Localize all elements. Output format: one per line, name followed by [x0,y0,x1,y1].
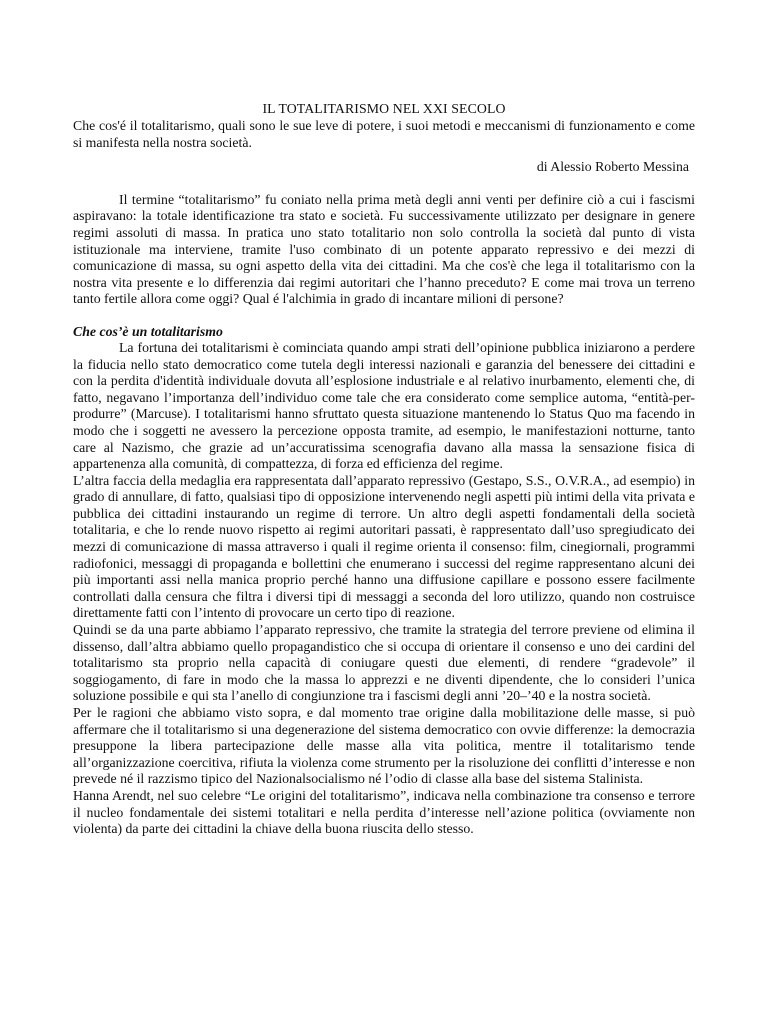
body-paragraph-4: Per le ragioni che abbiamo visto sopra, e dal momento trae origine dalla mobilitazione delle masse, si può affermare che il totalitarismo si una degenerazione del sistema democratico con ovvie differenze: la democrazia presuppone la libera partecipazione delle masse alla vita politica, mentre il totalitarismo tende all’organizzazione coercitiva, rifiuta la violenza come strumento per la risoluzione dei conflitti d’interesse e non prevede né il razzismo tipico del Nazionalsocialismo né l’odio di classe alla base del sistema Stalinista. [73,705,695,787]
intro-paragraph: Il termine “totalitarismo” fu coniato nella prima metà degli anni venti per definire ciò a cui i fascismi aspiravano: la totale identificazione tra stato e società. Fu successivamente utilizzato per designare in genere regimi assoluti di massa. In pratica uno stato totalitario non solo controlla la società dal punto di vista istituzionale ma interviene, tramite l'uso combinato di un potente apparato repressivo e dei mezzi di comunicazione di massa, su ogni aspetto della vita dei cittadini. Ma che cos'è che lega il totalitarismo con la nostra vita presente e lo differenzia dai regimi autoritari che l’hanno preceduto? E come mai trova un terreno tanto fertile allora come oggi? Qual é l'alchimia in grado di incantare milioni di persone? [73,191,695,307]
section-heading: Che cos’è un totalitarismo [73,323,223,339]
body-paragraph-5: Hanna Arendt, nel suo celebre “Le origini del totalitarismo”, indicava nella combinazione tra consenso e terrore il nucleo fondamentale dei sistemi totalitari e nella perdita d’interesse nell’azione politica (ovviamente non violenta) da parte dei cittadini la chiave della buona riuscita dello stesso. [73,787,695,837]
body-paragraph-3: Quindi se da una parte abbiamo l’apparato repressivo, che tramite la strategia del terrore previene od elimina il dissenso, dall’altra abbiamo quello propagandistico che si occupa di orientare il consenso e uno dei cardini del totalitarismo sta proprio nella capacità di coniugare questi due elementi, di rendere “gradevole” il soggiogamento, di fare in modo che la massa lo apprezzi e ne diventi dipendente, che lo consideri l’unica soluzione possibile e qui sta l’anello di congiunzione tra i fascismi degli anni ’20–’40 e la nostra società. [73,622,695,704]
body-paragraph-2: L’altra faccia della medaglia era rappresentata dall’apparato repressivo (Gestapo, S.S., O.V.R.A., ad esempio) in grado di annullare, di fatto, qualsiasi tipo di opposizione intervenendo negli aspetti più intimi della vita privata e pubblica dei cittadini instaurando un regime di terrore. Un altro degli aspetti fondamentali della società totalitaria, e che lo rende nuovo rispetto ai regimi autoritari passati, è rappresentato dall’uso spregiudicato dei mezzi di comunicazione di massa attraverso i quali il regime orienta il consenso: film, cinegiornali, programmi radiofonici, messaggi di propaganda e bollettini che enumerano i successi del regime rappresentano alcuni dei più importanti assi nella manica proprio perché hanno una diffusione capillare e possono essere facilmente controllati dalla censura che filtra i diversi tipi di messaggi a seconda del loro utilizzo, quando non costruisce direttamente fatti con l’intento di provocare un certo tipo di reazione. [73,472,695,621]
document-title: IL TOTALITARISMO NEL XXI SECOLO [262,101,506,116]
body-paragraph-1: La fortuna dei totalitarismi è cominciata quando ampi strati dell’opinione pubblica iniziarono a perdere la fiducia nello stato democratico come tutela degli interessi nazionali e garanzia del benessere dei cittadini e con la perdita d'identità individuale dovuta all’esplosione industriale e al relativo inurbamento, elementi che, di fatto, negavano l’importanza dell’individuo come tale che era considerato come semplice automa, “entità-per-produrre” (Marcuse). I totalitarismi hanno sfruttato questa situazione mantenendo lo Status Quo ma facendo in modo che i soggetti ne avessero la percezione opposta tramite, ad esempio, le manifestazioni notturne, tanto care al Nazismo, che grazie ad un’accuratissima scenografia davano alla massa la sensazione fisica di appartenenza alla comunità, di compattezza, di forza ed efficienza del regime. [73,339,695,472]
document-subtitle: Che cos'é il totalitarismo, quali sono le sue leve di potere, i suoi metodi e meccanismi di funzionamento e come si manifesta nella nostra società. [73,118,695,150]
spacer [73,176,695,192]
author-line: di Alessio Roberto Messina [536,159,689,175]
